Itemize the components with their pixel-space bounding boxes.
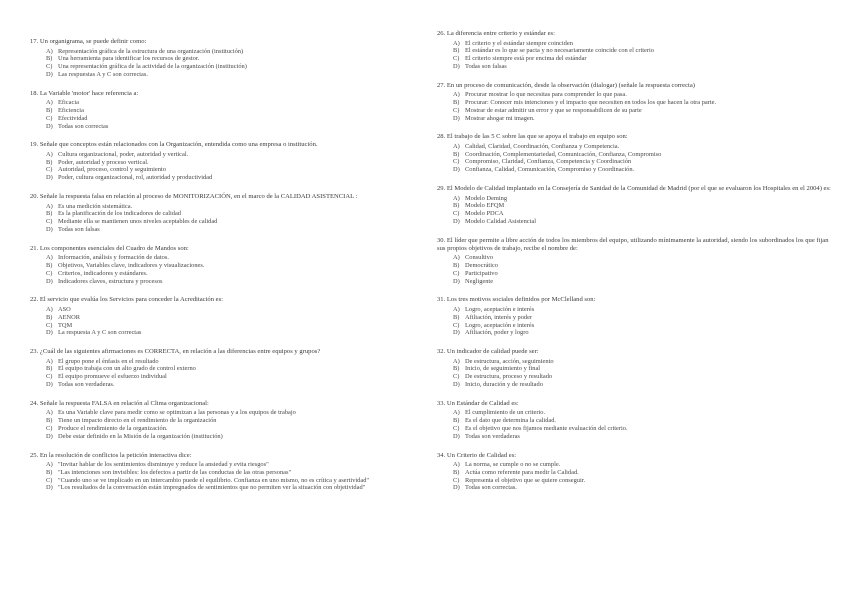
option-text: "Los resultados de la conversación están impregnados de sentimientos que no permiten ver la situación con objetividad" bbox=[58, 484, 366, 492]
answer-option bbox=[437, 55, 832, 63]
answer-option bbox=[30, 55, 410, 63]
option-text: El equipo trabaja con un alto grado de control externo bbox=[58, 365, 196, 373]
option-text: Autoridad, proceso, control y seguimiento bbox=[58, 166, 166, 174]
option-text: Información, análisis y formación de datos. bbox=[58, 254, 169, 262]
option-letter: A) bbox=[46, 254, 53, 262]
option-letter: B) bbox=[46, 158, 53, 166]
answer-option bbox=[30, 365, 410, 373]
question-stem: 24. Señale la respuesta FALSA en relación al Clima organizacional: bbox=[30, 399, 209, 407]
option-text: Todas son falsas bbox=[58, 225, 100, 233]
option-letter: A) bbox=[46, 357, 53, 365]
option-letter: C) bbox=[453, 269, 460, 277]
option-text: El equipo promueve el esfuerzo individual bbox=[58, 373, 167, 381]
question-stem: 34. Un Criterio de Calidad es: bbox=[437, 451, 517, 459]
option-text: El estándar es lo que se pacta y no necesariamente coincide con el criterio bbox=[465, 47, 654, 55]
question-block bbox=[30, 348, 410, 389]
question-block bbox=[30, 452, 410, 493]
question-block bbox=[30, 245, 410, 286]
question-stem: 29. El Modelo de Calidad implantado en la Consejería de Sanidad de la Comunidad de Madrid (por el que se evaluaron los Hospitales en el 2004) es: bbox=[437, 185, 831, 193]
left-column bbox=[30, 38, 410, 503]
question-block bbox=[30, 296, 410, 337]
answer-option bbox=[30, 469, 410, 477]
option-text: La respuesta A y C son correctas bbox=[58, 329, 142, 337]
option-text: El cumplimiento de un criterio. bbox=[465, 409, 546, 417]
option-letter: A) bbox=[46, 150, 53, 158]
question-block bbox=[437, 452, 832, 493]
option-letter: B) bbox=[46, 55, 53, 63]
option-text: Todas son verdaderas. bbox=[58, 381, 115, 389]
option-letter: A) bbox=[46, 47, 53, 55]
question-stem: 31. Los tres motivos sociales definidos por McClelland son: bbox=[437, 296, 596, 304]
option-text: "Cuando uno se ve implicado en un intercambio puede el equilibrio. Confianza en uno mismo, no es crítica y asertividad" bbox=[58, 476, 369, 484]
answer-option bbox=[437, 254, 832, 262]
answer-option bbox=[437, 40, 832, 48]
question-block bbox=[437, 400, 832, 441]
question-stem: 27. En un proceso de comunicación, desde la observación (dialogar) (señale la respuesta correcta) bbox=[437, 81, 695, 89]
option-text: Objetivos, Variables clave, indicadores y visualizaciones. bbox=[58, 262, 205, 270]
option-letter: D) bbox=[46, 174, 53, 182]
option-letter: C) bbox=[453, 476, 460, 484]
option-text: La norma, se cumple o no se cumple. bbox=[465, 461, 561, 468]
option-text: El criterio siempre está por encima del estándar bbox=[465, 55, 587, 63]
option-letter: B) bbox=[453, 313, 460, 321]
answer-option bbox=[30, 99, 410, 107]
option-text: Debe estar definido en la Misión de la organización (institución) bbox=[58, 432, 223, 440]
option-text: Coordinación, Complementariedad, Comunicación, Confianza, Compromiso bbox=[465, 150, 662, 158]
option-letter: D) bbox=[46, 225, 53, 233]
option-letter: A) bbox=[453, 91, 460, 99]
option-letter: D) bbox=[453, 484, 460, 492]
option-letter: A) bbox=[453, 409, 460, 417]
option-text: Todas son verdaderas bbox=[465, 432, 520, 440]
option-text: Modelo PDCA bbox=[465, 210, 504, 218]
answer-option bbox=[437, 477, 832, 485]
option-letter: D) bbox=[453, 217, 460, 225]
question-stem: 25. En la resolución de conflictos la petición interactiva dice: bbox=[30, 451, 192, 459]
option-letter: A) bbox=[453, 39, 460, 47]
answer-option bbox=[437, 358, 832, 366]
option-letter: B) bbox=[453, 365, 460, 373]
answer-option bbox=[30, 322, 410, 330]
answer-option bbox=[437, 306, 832, 314]
option-text: Mostrar ahogar mi imagen. bbox=[465, 114, 535, 122]
option-text: De estructura, proceso y resultado bbox=[465, 373, 553, 381]
answer-option bbox=[30, 373, 410, 381]
option-text: Las respuestas A y C son correctas. bbox=[58, 70, 148, 78]
option-letter: D) bbox=[46, 329, 53, 337]
option-text: Produce el rendimiento de la organización. bbox=[58, 424, 168, 432]
option-letter: A) bbox=[46, 461, 53, 468]
question-stem: 32. Un indicador de calidad puede ser: bbox=[437, 348, 539, 356]
question-stem: 17. Un organigrama, se puede definir como: bbox=[30, 38, 147, 45]
answer-option bbox=[30, 218, 410, 226]
answer-option bbox=[30, 306, 410, 314]
option-letter: B) bbox=[453, 150, 460, 158]
answer-option bbox=[30, 151, 410, 159]
option-letter: C) bbox=[46, 63, 53, 71]
question-block bbox=[437, 30, 832, 71]
option-letter: D) bbox=[46, 70, 53, 78]
option-letter: C) bbox=[46, 166, 53, 174]
option-letter: C) bbox=[453, 373, 460, 381]
option-letter: D) bbox=[453, 114, 460, 122]
answer-option bbox=[30, 210, 410, 218]
question-stem: 30. El líder que permite a libre acción de todos los miembros del equipo, utilizando mínimamente la autoridad, siendo los subordinados los que fijan sus propios objetivos de trabajo, recibe el nombre de: bbox=[437, 236, 829, 252]
answer-option bbox=[437, 329, 832, 337]
answer-option bbox=[437, 210, 832, 218]
option-text: Es una medición sistemática. bbox=[58, 202, 133, 210]
option-letter: B) bbox=[46, 365, 53, 373]
option-letter: C) bbox=[46, 218, 53, 226]
answer-option bbox=[437, 409, 832, 417]
question-stem: 33. Un Estándar de Calidad es: bbox=[437, 399, 519, 407]
option-text: Indicadores claves, estructura y procesos bbox=[58, 277, 163, 285]
question-stem: 20. Señale la respuesta falsa en relación al proceso de MONITORIZACIÓN, en el marco de la CALIDAD ASISTENCIAL : bbox=[30, 193, 358, 201]
answer-option bbox=[30, 433, 410, 441]
option-letter: A) bbox=[46, 409, 53, 417]
option-letter: C) bbox=[46, 269, 53, 277]
option-text: Poder, autoridad y proceso vertical. bbox=[58, 158, 149, 166]
option-letter: D) bbox=[46, 432, 53, 440]
option-letter: D) bbox=[453, 381, 460, 389]
option-letter: B) bbox=[453, 468, 460, 476]
answer-option bbox=[437, 262, 832, 270]
option-text: El criterio y el estándar siempre coinciden bbox=[465, 39, 573, 47]
option-letter: A) bbox=[453, 142, 460, 150]
option-letter: C) bbox=[453, 210, 460, 218]
question-stem: 18. La Variable 'motor' hace referencia a: bbox=[30, 89, 139, 97]
answer-option bbox=[437, 484, 832, 492]
answer-option bbox=[30, 48, 410, 56]
option-letter: D) bbox=[46, 277, 53, 285]
option-letter: D) bbox=[46, 381, 53, 389]
option-text: Todas son correctas bbox=[58, 122, 109, 130]
answer-option bbox=[437, 166, 832, 174]
option-text: ASO bbox=[58, 305, 71, 313]
question-block bbox=[437, 348, 832, 389]
question-stem: 28. El trabajo de las 5 C sobre las que se apoya el trabajo en equipo son: bbox=[437, 133, 628, 141]
answer-option bbox=[30, 203, 410, 211]
option-text: Modelo Calidad Asistencial bbox=[465, 217, 536, 225]
option-letter: C) bbox=[453, 158, 460, 166]
option-text: Compromiso, Claridad, Confianza, Competencia y Coordinación bbox=[465, 158, 632, 166]
question-block bbox=[30, 38, 410, 79]
option-letter: A) bbox=[453, 194, 460, 202]
answer-option bbox=[30, 484, 410, 492]
option-letter: C) bbox=[453, 106, 460, 114]
answer-option bbox=[30, 461, 410, 469]
answer-option bbox=[437, 425, 832, 433]
option-text: Una representación gráfica de la actividad de la organización (institución) bbox=[58, 63, 247, 71]
question-block bbox=[30, 141, 410, 182]
option-text: Es una Variable clave para medir como se optimizan a las personas y a los equipos de trabajo bbox=[58, 409, 296, 417]
answer-option bbox=[30, 166, 410, 174]
answer-option bbox=[30, 477, 410, 485]
option-letter: A) bbox=[46, 202, 53, 210]
option-text: Negligente bbox=[465, 277, 494, 285]
option-text: Procurar: Conocer mis intenciones y el impacto que necesiten en todos los que hacen la otra parte. bbox=[465, 98, 717, 106]
answer-option bbox=[437, 195, 832, 203]
option-letter: A) bbox=[46, 305, 53, 313]
question-block bbox=[437, 237, 832, 286]
option-letter: B) bbox=[453, 262, 460, 270]
answer-option bbox=[437, 373, 832, 381]
option-letter: B) bbox=[453, 202, 460, 210]
option-letter: B) bbox=[46, 417, 53, 425]
answer-option bbox=[437, 314, 832, 322]
answer-option bbox=[437, 469, 832, 477]
answer-option bbox=[30, 115, 410, 123]
option-letter: C) bbox=[46, 373, 53, 381]
option-text: Afiliación, poder y logro bbox=[465, 329, 529, 337]
right-column bbox=[437, 30, 832, 503]
option-letter: A) bbox=[453, 461, 460, 468]
option-text: Criterios, indicadores y estándares. bbox=[58, 269, 148, 277]
option-letter: B) bbox=[453, 98, 460, 106]
answer-option bbox=[437, 47, 832, 55]
answer-option bbox=[437, 99, 832, 107]
option-letter: C) bbox=[46, 424, 53, 432]
answer-option bbox=[437, 202, 832, 210]
option-letter: B) bbox=[453, 47, 460, 55]
option-letter: D) bbox=[453, 277, 460, 285]
answer-option bbox=[437, 143, 832, 151]
question-stem: 21. Los componentes esenciales del Cuadro de Mandos son: bbox=[30, 244, 189, 252]
option-text: Tiene un impacto directo en el rendimiento de la organización bbox=[58, 417, 217, 425]
answer-option bbox=[437, 381, 832, 389]
option-text: Logro, aceptación e interés bbox=[465, 305, 535, 313]
answer-option bbox=[437, 151, 832, 159]
option-letter: B) bbox=[453, 417, 460, 425]
question-block bbox=[30, 193, 410, 234]
answer-option bbox=[437, 270, 832, 278]
option-letter: A) bbox=[453, 357, 460, 365]
answer-option bbox=[30, 329, 410, 337]
option-text: Representación gráfica de la estructura de una organización (institución) bbox=[58, 47, 244, 55]
option-text: Mostrar de estar admitir un error y que se responsabilicen de su parte bbox=[465, 106, 642, 114]
option-text: Es el dato que determina la calidad. bbox=[465, 417, 557, 425]
answer-option bbox=[437, 365, 832, 373]
option-letter: C) bbox=[453, 321, 460, 329]
option-letter: C) bbox=[453, 55, 460, 63]
question-stem: 23. ¿Cuál de las siguientes afirmaciones es CORRECTA, en relación a las diferencias entre equipos y grupos? bbox=[30, 348, 321, 356]
answer-option bbox=[437, 107, 832, 115]
option-text: Inicio, duración y de resultado bbox=[465, 381, 543, 389]
answer-option bbox=[30, 270, 410, 278]
option-text: De estructura, acción, seguimiento bbox=[465, 357, 554, 365]
option-letter: B) bbox=[46, 210, 53, 218]
option-text: Eficacia bbox=[58, 99, 79, 107]
answer-option bbox=[437, 158, 832, 166]
answer-option bbox=[30, 123, 410, 131]
answer-option bbox=[30, 358, 410, 366]
option-text: Eficiencia bbox=[58, 106, 84, 114]
option-text: Modelo EFQM bbox=[465, 202, 505, 210]
question-block bbox=[437, 133, 832, 174]
answer-option bbox=[30, 409, 410, 417]
option-letter: D) bbox=[453, 329, 460, 337]
question-block bbox=[30, 90, 410, 131]
option-letter: C) bbox=[453, 424, 460, 432]
option-text: Poder, cultura organizacional, rol, autoridad y productividad bbox=[58, 174, 213, 182]
option-letter: D) bbox=[453, 432, 460, 440]
answer-option bbox=[30, 226, 410, 234]
option-text: Modelo Deming bbox=[465, 194, 508, 202]
option-text: Consultivo bbox=[465, 254, 494, 262]
option-text: Actúa como referente para medir la Calidad. bbox=[465, 468, 579, 476]
option-text: Representa el objetivo que se quiere conseguir. bbox=[465, 476, 586, 484]
option-text: "Las intenciones son invisibles: los defectos a partir de las conductas de las otras personas" bbox=[58, 468, 292, 476]
answer-option bbox=[30, 278, 410, 286]
option-letter: A) bbox=[46, 99, 53, 107]
option-letter: B) bbox=[46, 468, 53, 476]
answer-option bbox=[437, 63, 832, 71]
answer-option bbox=[30, 71, 410, 79]
question-block bbox=[30, 400, 410, 441]
option-letter: D) bbox=[453, 166, 460, 174]
option-letter: D) bbox=[46, 484, 53, 492]
option-text: Afiliación, interés y poder bbox=[465, 313, 533, 321]
option-text: Participativo bbox=[465, 269, 498, 277]
option-text: Democrático bbox=[465, 262, 499, 270]
answer-option bbox=[30, 425, 410, 433]
option-text: Todas son correctas. bbox=[465, 484, 517, 492]
answer-option bbox=[30, 417, 410, 425]
option-letter: C) bbox=[46, 321, 53, 329]
answer-option bbox=[30, 63, 410, 71]
answer-option bbox=[437, 433, 832, 441]
question-block bbox=[437, 185, 832, 226]
answer-option bbox=[30, 254, 410, 262]
option-text: Es la planificación de los indicadores de calidad bbox=[58, 210, 181, 218]
question-block bbox=[437, 296, 832, 337]
answer-option bbox=[30, 107, 410, 115]
question-block bbox=[437, 82, 832, 123]
option-text: Inicio, de seguimiento y final bbox=[465, 365, 541, 373]
answer-option bbox=[437, 115, 832, 123]
option-text: Efectividad bbox=[58, 114, 88, 122]
option-letter: B) bbox=[46, 262, 53, 270]
option-text: Procurar mostrar lo que necesitas para comprender lo que pasa. bbox=[465, 91, 627, 99]
answer-option bbox=[30, 262, 410, 270]
option-letter: C) bbox=[46, 114, 53, 122]
option-text: Es el objetivo que nos fijamos mediante evaluación del criterio. bbox=[465, 424, 628, 432]
answer-option bbox=[437, 91, 832, 99]
option-letter: B) bbox=[46, 106, 53, 114]
answer-option bbox=[30, 174, 410, 182]
question-stem: 19. Señale que conceptos están relacionados con la Organización, entendida como una empresa o institución. bbox=[30, 141, 318, 149]
option-letter: D) bbox=[46, 122, 53, 130]
answer-option bbox=[437, 218, 832, 226]
option-text: TQM bbox=[58, 321, 73, 329]
option-text: Confianza, Calidad, Comunicación, Compromiso y Coordinación. bbox=[465, 166, 635, 174]
option-letter: D) bbox=[453, 62, 460, 70]
option-text: Calidad, Claridad, Coordinación, Confianza y Competencia. bbox=[465, 142, 620, 150]
option-letter: B) bbox=[46, 313, 53, 321]
option-letter: C) bbox=[46, 476, 53, 484]
option-letter: A) bbox=[453, 305, 460, 313]
answer-option bbox=[437, 278, 832, 286]
answer-option bbox=[30, 159, 410, 167]
answer-option bbox=[437, 461, 832, 469]
option-text: El grupo pone el énfasis en el resultado bbox=[58, 357, 159, 365]
answer-option bbox=[30, 314, 410, 322]
answer-option bbox=[437, 417, 832, 425]
answer-option bbox=[437, 322, 832, 330]
option-letter: A) bbox=[453, 254, 460, 262]
question-stem: 22. El servicio que evalúa los Servicios para conceder la Acreditación es: bbox=[30, 296, 223, 304]
option-text: Todas son falsas bbox=[465, 62, 507, 70]
option-text: Cultura organizacional, poder, autoridad y vertical. bbox=[58, 150, 189, 158]
option-text: "Invitar hablar de los sentimientos disminuye y reduce la ansiedad y evita riesgos" bbox=[58, 461, 269, 468]
option-text: Mediante ella se mantienen unos niveles aceptables de calidad bbox=[58, 218, 218, 226]
option-text: Logro, aceptación e interés bbox=[465, 321, 535, 329]
question-stem: 26. La diferencia entre criterio y estándar es: bbox=[437, 30, 555, 37]
option-text: AENOR bbox=[58, 313, 81, 321]
answer-option bbox=[30, 381, 410, 389]
option-text: Una herramienta para identificar los recursos de gestor. bbox=[58, 55, 200, 63]
